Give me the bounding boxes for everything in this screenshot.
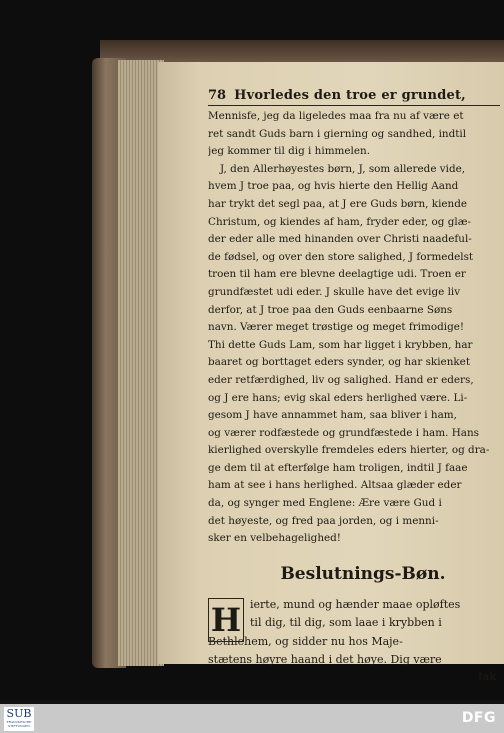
- book-cover-board: [100, 40, 504, 62]
- text-line: Thi dette Guds Lam, som har ligget i krybben, har: [208, 338, 473, 351]
- library-logo[interactable]: [4, 707, 34, 731]
- prayer-text: [208, 596, 500, 670]
- text-line: Mennisfe, jeg da ligeledes maa fra nu af være et: [208, 110, 464, 122]
- text-line: Christum, og kiendes af ham, fryder eder, og glæ-: [208, 215, 471, 228]
- text-line: grundfæstet udi eder. J skulle have det evige liv: [208, 285, 461, 298]
- body-text: [208, 108, 500, 548]
- text-line: da, og synger med Englene: Ære være Gud i: [208, 497, 442, 510]
- running-head: Hvorledes den troe er grundet,: [234, 88, 466, 103]
- text-line: har trykt det segl paa, at J ere Guds børn, kiende: [208, 197, 468, 210]
- text-line: hvem J troe paa, og hvis hierte den Hellig Aand: [208, 180, 459, 193]
- text-line: sker en velbehagelighed!: [208, 532, 341, 545]
- text-line: derfor, at J troe paa den Guds eenbaarne Søns: [208, 303, 453, 316]
- running-header: [208, 88, 500, 106]
- drop-cap: H: [208, 598, 244, 642]
- text-line: eder retfærdighed, liv og salighed. Hand er eders,: [208, 373, 474, 386]
- prayer-line: ierte, mund og hænder maae opløftes: [250, 597, 461, 611]
- catchword: tak: [478, 669, 496, 683]
- page-number: 78: [208, 88, 227, 103]
- text-line: og J ere hans; evig skal eders herlighed være. Li-: [208, 391, 468, 404]
- text-line: de fødsel, og over den store salighed, J formedelst: [208, 250, 474, 263]
- text-line: kierlighed overskylle fremdeles eders hierter, og dra-: [208, 444, 490, 457]
- page-text: [208, 88, 500, 684]
- text-line: og værer rodfæstede og grundfæstede i ham. Hans: [208, 426, 479, 439]
- text-line: det høyeste, og fred paa jorden, og i menni-: [208, 514, 439, 527]
- text-line: gesom J have annammet ham, saa bliver i ham,: [208, 409, 457, 422]
- viewer-footer-bar: [0, 704, 504, 733]
- library-logo-text: FRANCKESCHE STIFTUNGEN: [6, 720, 32, 728]
- text-line: ham at see i hans herlighed. Altsaa glæder eder: [208, 479, 462, 492]
- text-line: jeg kommer til dig i himmelen.: [208, 145, 371, 158]
- dfg-logo[interactable]: DFG: [461, 710, 496, 726]
- prayer-line: stætens høyre haand i det høye. Dig være: [208, 653, 442, 667]
- text-line: ret sandt Guds barn i gierning og sandhed, indtil: [208, 127, 467, 140]
- text-line: der eder alle med hinanden over Christi naadeful-: [208, 233, 472, 246]
- prayer-lines: [208, 596, 500, 670]
- text-line: baaret og borttaget eders synder, og har skienket: [208, 356, 471, 369]
- prayer-line: til dig, til dig, som laae i krybben i: [250, 616, 442, 630]
- prayer-line: Bethlehem, og sidder nu hos Maje-: [208, 634, 403, 648]
- text-line: navn. Værer meget trøstige og meget frimodige!: [208, 321, 465, 334]
- text-line: troen til ham ere blevne deelagtige udi. Troen er: [208, 268, 466, 281]
- text-line: ge dem til at efterfølge ham troligen, indtil J faae: [208, 461, 468, 474]
- section-heading: Beslutnings-Bøn.: [280, 563, 446, 584]
- library-logo-mark: SUB: [6, 707, 32, 720]
- text-line: J, den Allerhøyestes børn, J, som allerede vide,: [220, 162, 466, 175]
